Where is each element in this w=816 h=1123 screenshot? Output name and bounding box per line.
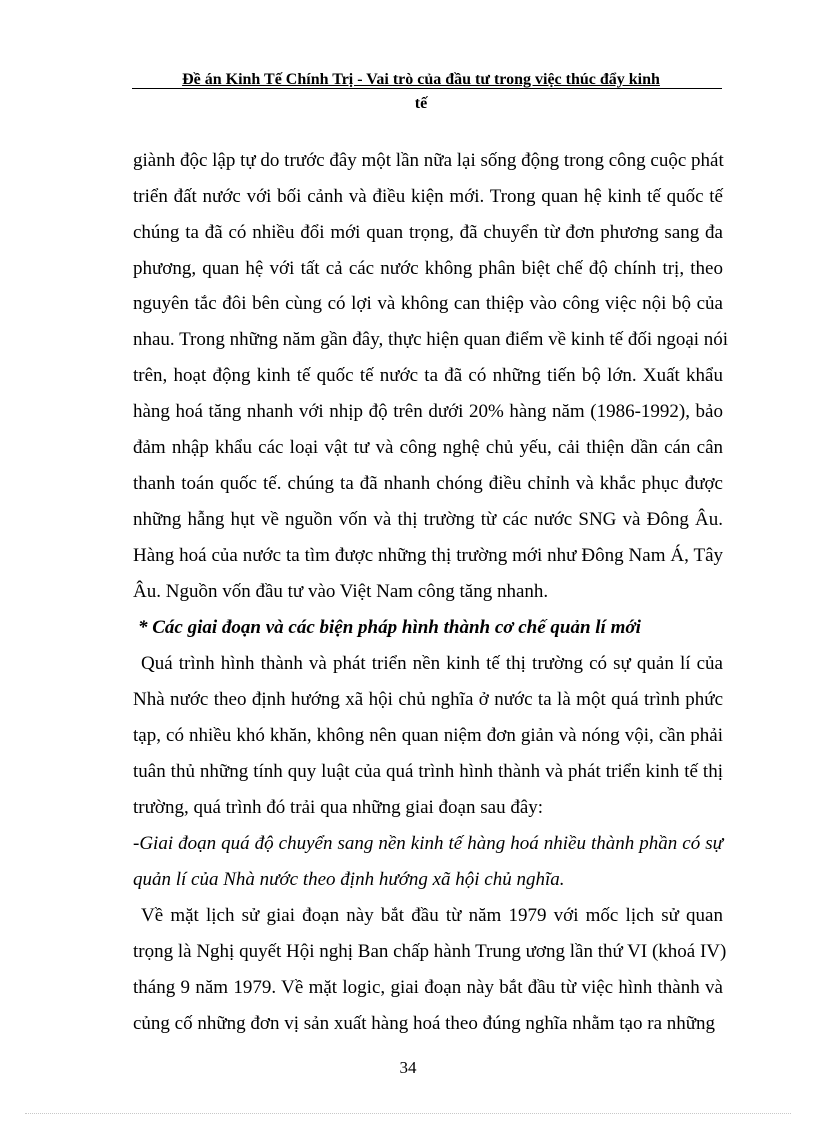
body-line: nguyên tắc đôi bên cùng có lợi và không can thiệp vào công việc nội bộ của — [133, 293, 723, 314]
body-line: tạp, có nhiều khó khăn, không nên quan niệm đơn giản và nóng vội, cần phải — [133, 725, 723, 746]
italic-line: -Giai đoạn quá độ chuyển sang nền kinh tế hàng hoá nhiều thành phần có sự — [133, 833, 723, 854]
body-line: trên, hoạt động kinh tế quốc tế nước ta đã có những tiến bộ lớn. Xuất khẩu — [133, 365, 723, 386]
body-line: Âu. Nguồn vốn đầu tư vào Việt Nam công tăng nhanh. — [133, 581, 549, 602]
italic-line: quản lí của Nhà nước theo định hướng xã hội chủ nghĩa. — [133, 869, 565, 890]
body-line: chúng ta đã có nhiều đổi mới quan trọng, đã chuyển từ đơn phương sang đa — [133, 222, 723, 243]
page-number: 34 — [399, 1058, 417, 1077]
header-title-line2: tế — [414, 95, 428, 112]
body-line: Hàng hoá của nước ta tìm được những thị trường mới như Đông Nam Á, Tây — [133, 545, 723, 566]
body-line: hàng hoá tăng nhanh với nhịp độ trên dưới 20% hàng năm (1986-1992), bảo — [133, 401, 723, 422]
page-header — [120, 68, 722, 116]
header-title-line1: Đề án Kinh Tế Chính Trị - Vai trò của đầu tư trong việc thúc đẩy kinh — [182, 71, 660, 88]
body-line: nhau. Trong những năm gần đây, thực hiện quan điểm về kinh tế đối ngoại nói — [133, 329, 729, 350]
body-line: tuân thủ những tính quy luật của quá trình hình thành và phát triển kinh tế thị — [133, 761, 723, 782]
body-line: Về mặt lịch sử giai đoạn này bắt đầu từ năm 1979 với mốc lịch sử quan — [141, 905, 723, 926]
body-line: trường, quá trình đó trải qua những giai đoạn sau đây: — [133, 797, 544, 818]
body-line: thanh toán quốc tế. chúng ta đã nhanh chóng điều chỉnh và khắc phục được — [133, 473, 723, 494]
body-line: những hẫng hụt về nguồn vốn và thị trường từ các nước SNG và Đông Âu. — [133, 509, 723, 530]
section-heading: * Các giai đoạn và các biện pháp hình thành cơ chế quản lí mới — [138, 617, 641, 638]
page-bottom-border — [25, 1113, 791, 1114]
header-rule — [132, 88, 722, 89]
body-line: trọng là Nghị quyết Hội nghị Ban chấp hành Trung ương lần thứ VI (khoá IV) — [133, 941, 727, 962]
body-line: đảm nhập khẩu các loại vật tư và công nghệ chủ yếu, cải thiện dần cán cân — [133, 437, 723, 458]
body-line: giành độc lập tự do trước đây một lần nữa lại sống động trong công cuộc phát — [133, 150, 724, 171]
body-line: phương, quan hệ với tất cả các nước không phân biệt chế độ chính trị, theo — [133, 258, 723, 279]
body-line: củng cố những đơn vị sản xuất hàng hoá theo đúng nghĩa nhằm tạo ra những — [133, 1013, 716, 1034]
body-line: tháng 9 năm 1979. Về mặt logic, giai đoạn này bắt đầu từ việc hình thành và — [133, 977, 723, 998]
body-line: triển đất nước với bối cảnh và điều kiện mới. Trong quan hệ kinh tế quốc tế — [133, 186, 723, 207]
body-line: Quá trình hình thành và phát triển nền kinh tế thị trường có sự quản lí của — [141, 653, 723, 674]
body-line: Nhà nước theo định hướng xã hội chủ nghĩa ở nước ta là một quá trình phức — [133, 689, 723, 710]
